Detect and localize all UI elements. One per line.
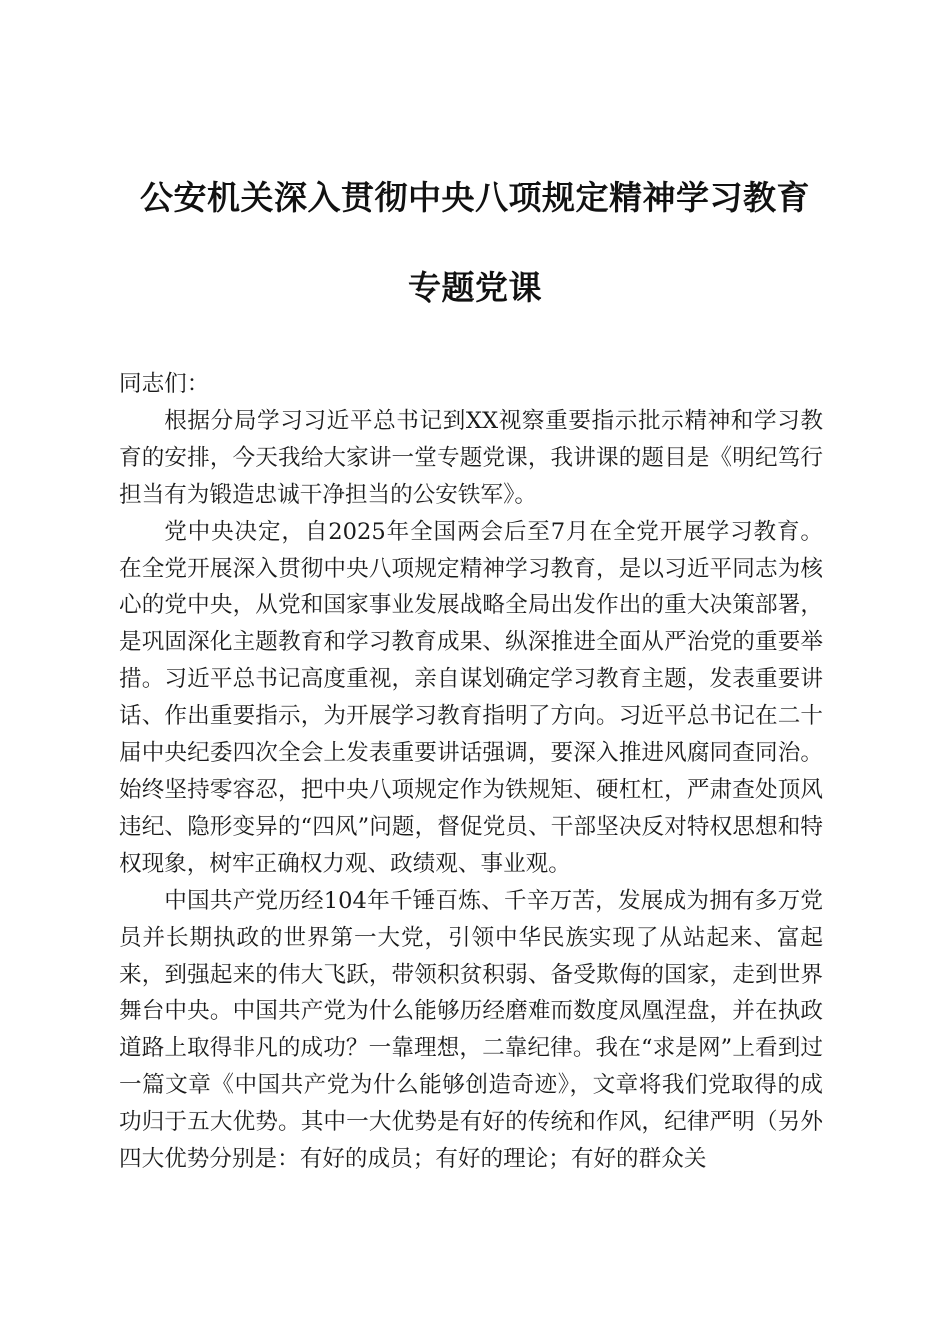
document-title-line-1: 公安机关深入贯彻中央八项规定精神学习教育 (140, 178, 810, 217)
paragraph-3: 中国共产党历经104年千锤百炼、千辛万苦，发展成为拥有多万党员并长期执政的世界第一大党，引领中华民族实现了从站起来、富起来，到强起来的伟大飞跃，带领积贫积弱、备受欺侮的国家，走到世界舞台中央。中国共产党为什么能够历经磨难而数度凤凰涅盘，并在执政道路上取得非凡的成功？一靠理想，二靠纪律。我在“求是网”上看到过一篇文章《中国共产党为什么能够创造奇迹》，文章将我们党取得的成功归于五大优势。其中一大优势是有好的传统和作风，纪律严明（另外四大优势分别是：有好的成员；有好的理论；有好的群众关 (119, 887, 823, 1173)
paragraph-1: 根据分局学习习近平总书记到XX视察重要指示批示精神和学习教育的安排，今天我给大家讲一堂专题党课，我讲课的题目是《明纪笃行担当有为锻造忠诚干净担当的公安铁军》。 (119, 407, 823, 508)
salutation: 同志们： (119, 371, 210, 397)
document-title-line-2: 专题党课 (408, 268, 542, 307)
paragraph-2: 党中央决定，自2025年全国两会后至7月在全党开展学习教育。在全党开展深入贯彻中央八项规定精神学习教育，是以习近平同志为核心的党中央，从党和国家事业发展战略全局出发作出的重大决策部署，是巩固深化主题教育和学习教育成果、纵深推进全面从严治党的重要举措。习近平总书记高度重视，亲自谋划确定学习教育主题，发表重要讲话、作出重要指示，为开展学习教育指明了方向。习近平总书记在二十届中央纪委四次全会上发表重要讲话强调，要深入推进风腐同查同治。始终坚持零容忍，把中央八项规定作为铁规矩、硬杠杠，严肃查处顶风违纪、隐形变异的“四风”问题，督促党员、干部坚决反对特权思想和特权现象，树牢正确权力观、政绩观、事业观。 (119, 518, 823, 877)
document-body (119, 366, 823, 1178)
